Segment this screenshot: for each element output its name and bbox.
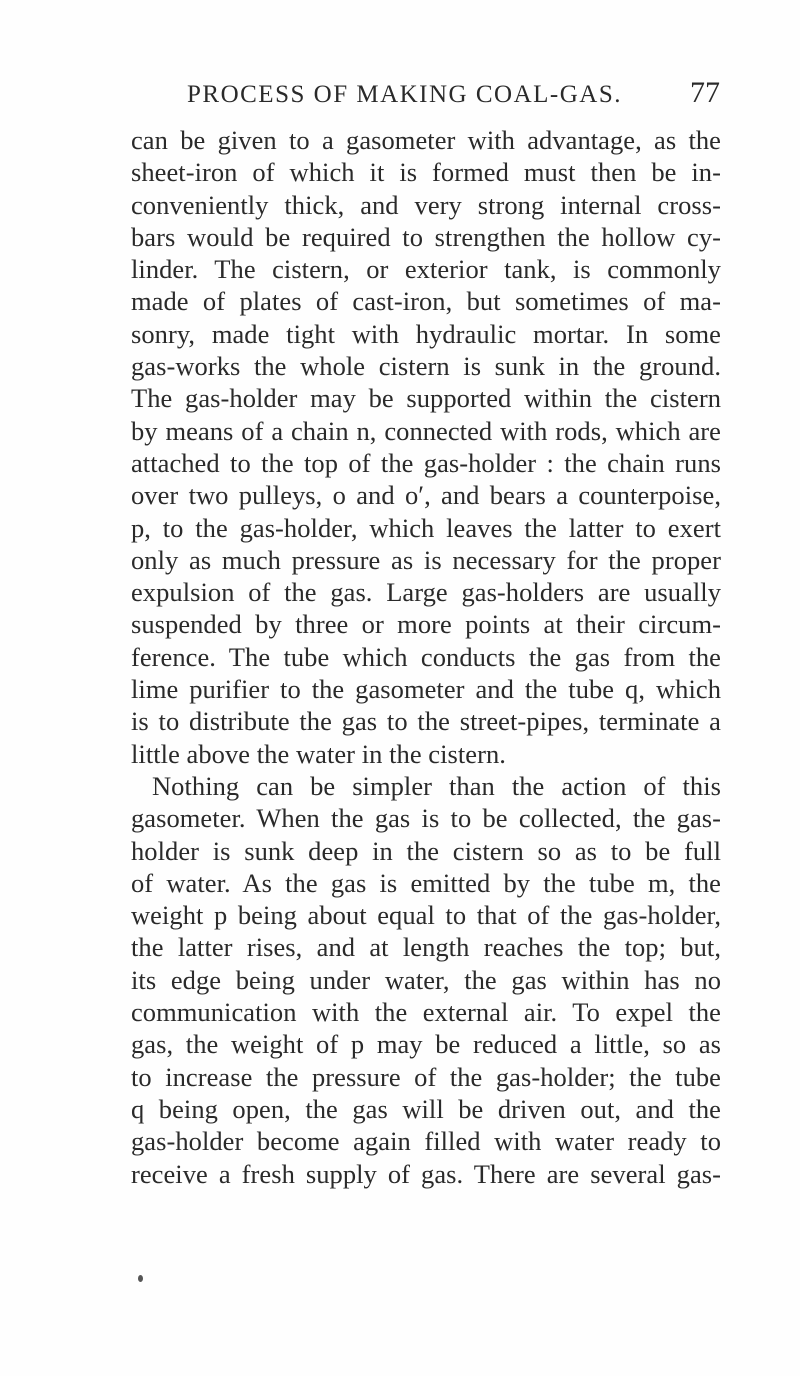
text-line: ference. The tube which conducts the gas from the — [131, 641, 721, 672]
text-line: lime purifier to the gasometer and the tube q, which — [131, 674, 721, 705]
text-line: made of plates of cast-iron, but sometimes of ma- — [131, 286, 721, 317]
text-line: gas-holder become again filled with water ready to — [131, 1126, 721, 1157]
text-line-paragraph-start: Nothing can be simpler than the action of this — [152, 770, 721, 801]
text-line: gas-works the whole cistern is sunk in the ground. — [131, 351, 721, 382]
text-line: can be given to a gasometer with advantage, as the — [131, 125, 721, 155]
text-line: conveniently thick, and very strong internal cross- — [131, 189, 721, 220]
text-line-paragraph-end: little above the water in the cistern. — [131, 738, 506, 769]
page-number: 77 — [690, 76, 720, 109]
body-text — [131, 124, 721, 1190]
text-line: gasometer. When the gas is to be collected, the gas- — [131, 803, 721, 834]
text-line: receive a fresh supply of gas. There are several gas- — [131, 1158, 721, 1189]
text-line: only as much pressure as is necessary for the proper — [131, 544, 721, 575]
text-line: q being open, the gas will be driven out, and the — [131, 1093, 721, 1124]
text-line: the latter rises, and at length reaches the top; but, — [131, 932, 721, 963]
text-line: by means of a chain n, connected with rods, which are — [131, 415, 721, 446]
text-line: expulsion of the gas. Large gas-holders are usually — [131, 577, 721, 608]
running-head — [150, 76, 720, 120]
text-line: linder. The cistern, or exterior tank, is commonly — [131, 254, 721, 285]
running-head-title: PROCESS OF MAKING COAL-GAS. — [187, 81, 623, 108]
text-line: to increase the pressure of the gas-holder; the tube — [131, 1061, 721, 1092]
text-line: suspended by three or more points at their circum- — [131, 609, 721, 640]
ink-speck — [138, 1275, 143, 1282]
text-line: over two pulleys, o and o′, and bears a counterpoise, — [131, 480, 721, 511]
text-line: is to distribute the gas to the street-pipes, terminate a — [131, 706, 721, 737]
text-line: holder is sunk deep in the cistern so as to be full — [131, 835, 721, 866]
text-line: attached to the top of the gas-holder : the chain runs — [131, 447, 721, 478]
text-line: sheet-iron of which it is formed must then be in- — [131, 157, 721, 188]
text-line: of water. As the gas is emitted by the tube m, the — [131, 867, 721, 898]
text-line: bars would be required to strengthen the hollow cy- — [131, 221, 721, 252]
text-line: its edge being under water, the gas within has no — [131, 964, 721, 995]
text-line: communication with the external air. To expel the — [131, 997, 721, 1028]
text-line: sonry, made tight with hydraulic mortar. In some — [131, 318, 721, 349]
text-line: p, to the gas-holder, which leaves the latter to exert — [131, 512, 721, 543]
text-line: weight p being about equal to that of the gas-holder, — [131, 900, 721, 931]
text-line: The gas-holder may be supported within the cistern — [131, 383, 721, 414]
text-line: gas, the weight of p may be reduced a little, so as — [131, 1029, 721, 1060]
